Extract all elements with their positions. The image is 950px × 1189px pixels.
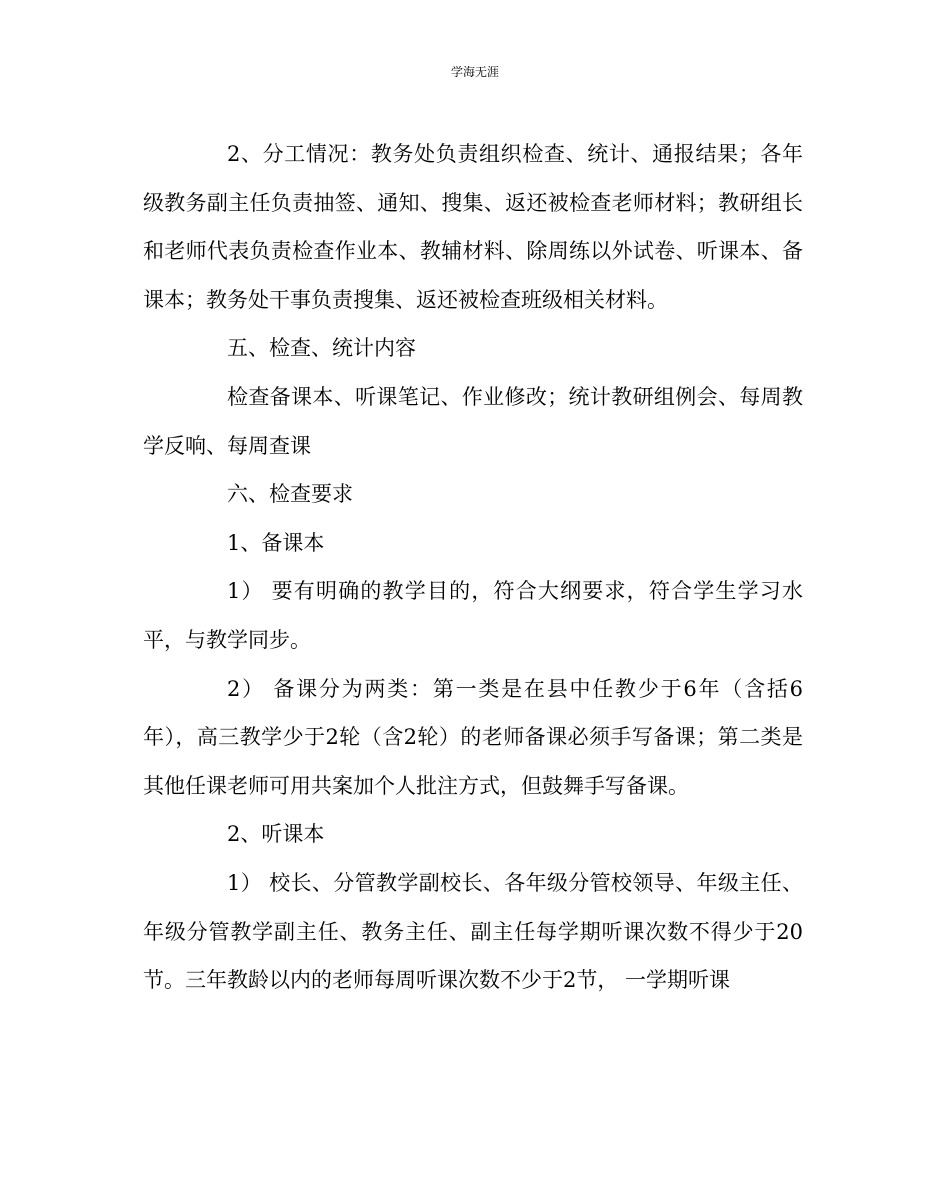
document-body: [143, 130, 803, 1005]
paragraph-lecture-notes-item-1: 1） 校长、分管教学副校长、各年级分管校领导、年级主任、年级分管教学副主任、教务主任、副主任每学期听课次数不得少于20节。三年教龄以内的老师每周听课次数不少于2节， 一学期听课: [143, 870, 803, 993]
subheading-lecture-notes: 2、听课本: [227, 822, 325, 847]
paragraph-lesson-plan-item-1: 1） 要有明确的教学目的，符合大纲要求，符合学生学习水平，与教学同步。: [143, 579, 803, 652]
paragraph-lesson-plan-item-2: 2） 备课分为两类：第一类是在县中任教少于6年（含括6年），高三教学少于2轮（含2轮）的老师备课必须手写备课；第二类是其他任课老师可用共案加个人批注方式，但鼓舞手写备课。: [143, 676, 803, 798]
section-heading-check-content: 五、检查、统计内容: [227, 336, 416, 361]
paragraph-division-of-work: 2、分工情况：教务处负责组织检查、统计、通报结果；各年级教务副主任负责抽签、通知、搜集、返还被检查老师材料；教研组长和老师代表负责检查作业本、教辅材料、除周练以外试卷、听课本、备课本；教务处干事负责搜集、返还被检查班级相关材料。: [143, 142, 803, 312]
page-header: 学海无涯: [450, 65, 499, 79]
section-heading-check-requirements: 六、检查要求: [227, 482, 353, 507]
subheading-lesson-plan: 1、备课本: [227, 530, 325, 555]
paragraph-check-content: 检查备课本、听课笔记、作业修改；统计教研组例会、每周教学反响、每周查课: [143, 384, 803, 458]
